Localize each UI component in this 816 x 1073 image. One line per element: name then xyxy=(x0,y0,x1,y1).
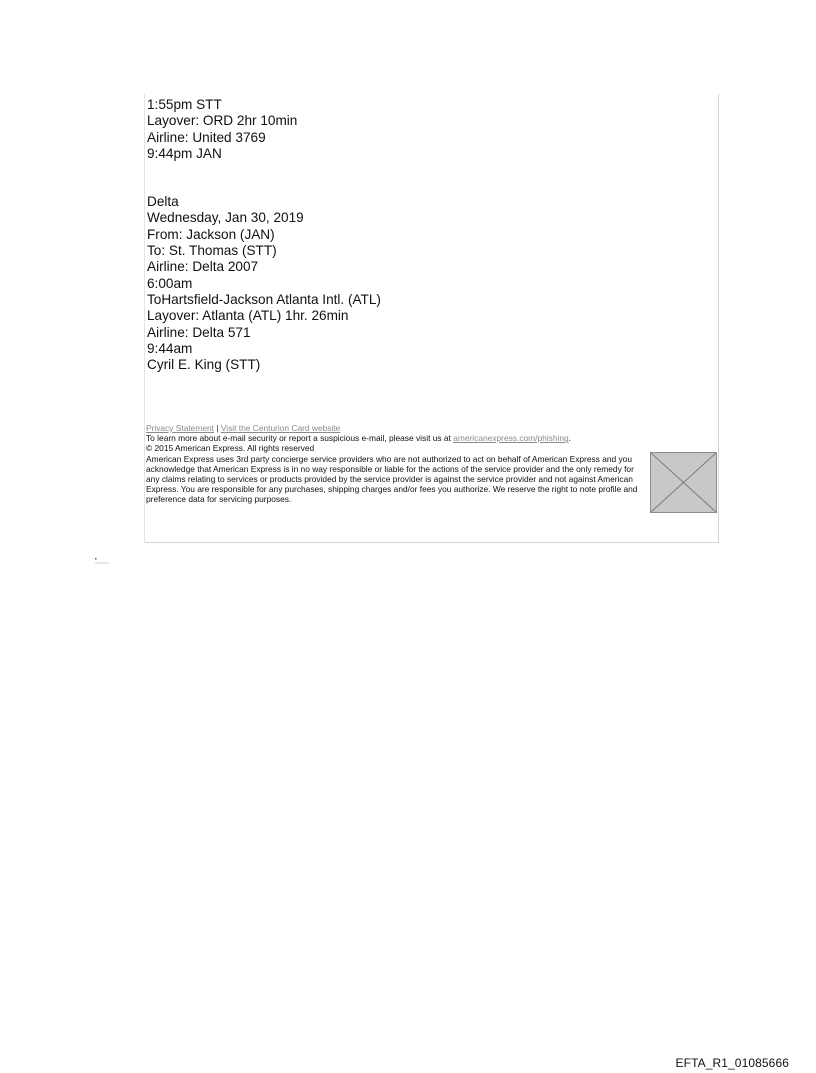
footer-links xyxy=(146,423,646,433)
to-airport: To: St. Thomas (STT) xyxy=(147,243,277,259)
email-footer xyxy=(146,423,646,505)
connection-airport: ToHartsfield-Jackson Atlanta Intl. (ATL) xyxy=(147,291,381,307)
arrival-time-stt: 1:55pm STT xyxy=(147,97,222,112)
flight-1-details xyxy=(147,97,381,162)
broken-image-placeholder xyxy=(650,452,717,513)
copyright: © 2015 American Express. All rights reserved xyxy=(146,443,315,454)
document-id: EFTA_R1_01085666 xyxy=(675,1056,789,1070)
flight-2-details xyxy=(147,194,381,373)
layover-atl: Layover: Atlanta (ATL) 1hr. 26min xyxy=(147,308,349,324)
airline-delta-2007: Airline: Delta 2007 xyxy=(147,259,259,275)
tiny-artifact-mark xyxy=(95,558,109,564)
arrival-time-jan: 9:44pm JAN xyxy=(147,145,222,161)
airline-delta-571: Airline: Delta 571 xyxy=(147,324,251,340)
itinerary xyxy=(147,97,381,373)
from-airport: From: Jackson (JAN) xyxy=(147,226,275,242)
layover-ord: Layover: ORD 2hr 10min xyxy=(147,113,298,129)
arrival-time: 9:44am xyxy=(147,340,193,356)
phishing-link[interactable]: americanexpress.com/phishing xyxy=(453,433,569,444)
image-placeholder-icon xyxy=(651,453,716,512)
security-notice xyxy=(146,433,646,443)
centurion-card-link[interactable]: Visit the Centurion Card website xyxy=(220,423,341,433)
link-separator: | xyxy=(216,423,219,433)
airline-united: Airline: United 3769 xyxy=(147,129,266,145)
security-text: To learn more about e-mail security or report a suspicious e-mail, please visit us at xyxy=(146,433,451,444)
legal-disclaimer: American Express uses 3rd party concierge service providers who are not authorized to act on behalf of American Express and you acknowledge that American Express is in no way responsible or liable for the actions of the service provider and the only remedy for any claims relating to services or products provided by the service provider is against the service provider and not against American Express. You are responsible for any purchases, shipping charges and/or fees you authorize. We reserve the right to note profile and preference data for servicing purposes. xyxy=(146,453,638,505)
carrier-name: Delta xyxy=(147,194,179,210)
security-period: . xyxy=(568,433,571,444)
arrival-airport: Cyril E. King (STT) xyxy=(147,357,261,373)
privacy-statement-link[interactable]: Privacy Statement xyxy=(146,423,214,433)
flight-date: Wednesday, Jan 30, 2019 xyxy=(147,210,304,226)
section-gap xyxy=(147,162,381,194)
departure-time: 6:00am xyxy=(147,275,193,291)
